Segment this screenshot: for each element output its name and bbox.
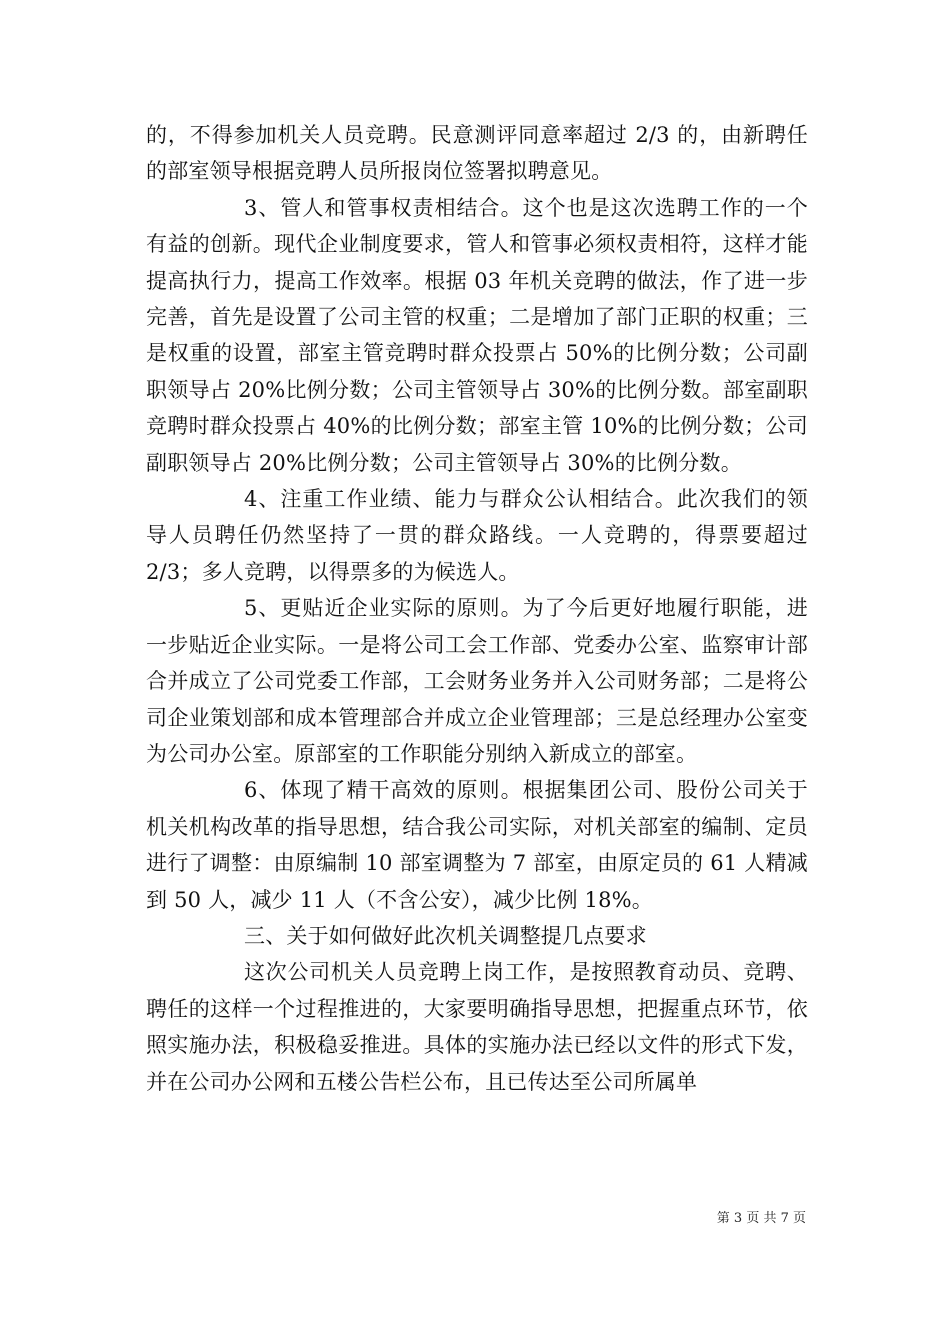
paragraph-item-3: 3、管人和管事权责相结合。这个也是这次选聘工作的一个有益的创新。现代企业制度要求，管人和管事必须权责相符，这样才能提高执行力，提高工作效率。根据 03 年机关竞聘的做法，作了进一步完善，首先是设置了公司主管的权重；二是增加了部门正职的权重；三是权重的设置，部室主管竞聘时群众投票占 50%的比例分数；公司副职领导占 20%比例分数；公司主管领导占 30%的比例分数。部室副职竞聘时群众投票占 40%的比例分数；部室主管 10%的比例分数；公司副职领导占 20%比例分数；公司主管领导占 30%的比例分数。 <box>146 195 808 475</box>
paragraph-continuation: 的，不得参加机关人员竞聘。民意测评同意率超过 2/3 的，由新聘任的部室领导根据竞聘人员所报岗位签署拟聘意见。 <box>146 123 808 184</box>
paragraph-item-4: 4、注重工作业绩、能力与群众公认相结合。此次我们的领导人员聘任仍然坚持了一贯的群众路线。一人竞聘的，得票要超过 2/3；多人竞聘，以得票多的为候选人。 <box>146 487 808 584</box>
paragraph-requirements: 这次公司机关人员竞聘上岗工作，是按照教育动员、竞聘、聘任的这样一个过程推进的，大家要明确指导思想，把握重点环节，依照实施办法，积极稳妥推进。具体的实施办法已经以文件的形式下发，并在公司办公网和五楼公告栏公布，且已传达至公司所属单 <box>146 960 808 1094</box>
paragraph-item-5: 5、更贴近企业实际的原则。为了今后更好地履行职能，进一步贴近企业实际。一是将公司工会工作部、党委办公室、监察审计部合并成立了公司党委工作部，工会财务业务并入公司财务部；二是将公司企业策划部和成本管理部合并成立企业管理部；三是总经理办公室变为公司办公室。原部室的工作职能分别纳入新成立的部室。 <box>146 596 808 766</box>
page-number-footer: 第 3 页 共 7 页 <box>716 1211 806 1226</box>
paragraph-item-6: 6、体现了精干高效的原则。根据集团公司、股份公司关于机关机构改革的指导思想，结合我公司实际，对机关部室的编制、定员进行了调整：由原编制 10 部室调整为 7 部室，由原定员的 61 人精减到 50 人，减少 11 人（不含公安），减少比例 18%。 <box>146 778 808 912</box>
section-heading-3: 三、关于如何做好此次机关调整提几点要求 <box>244 923 647 948</box>
document-body <box>146 117 808 1100</box>
